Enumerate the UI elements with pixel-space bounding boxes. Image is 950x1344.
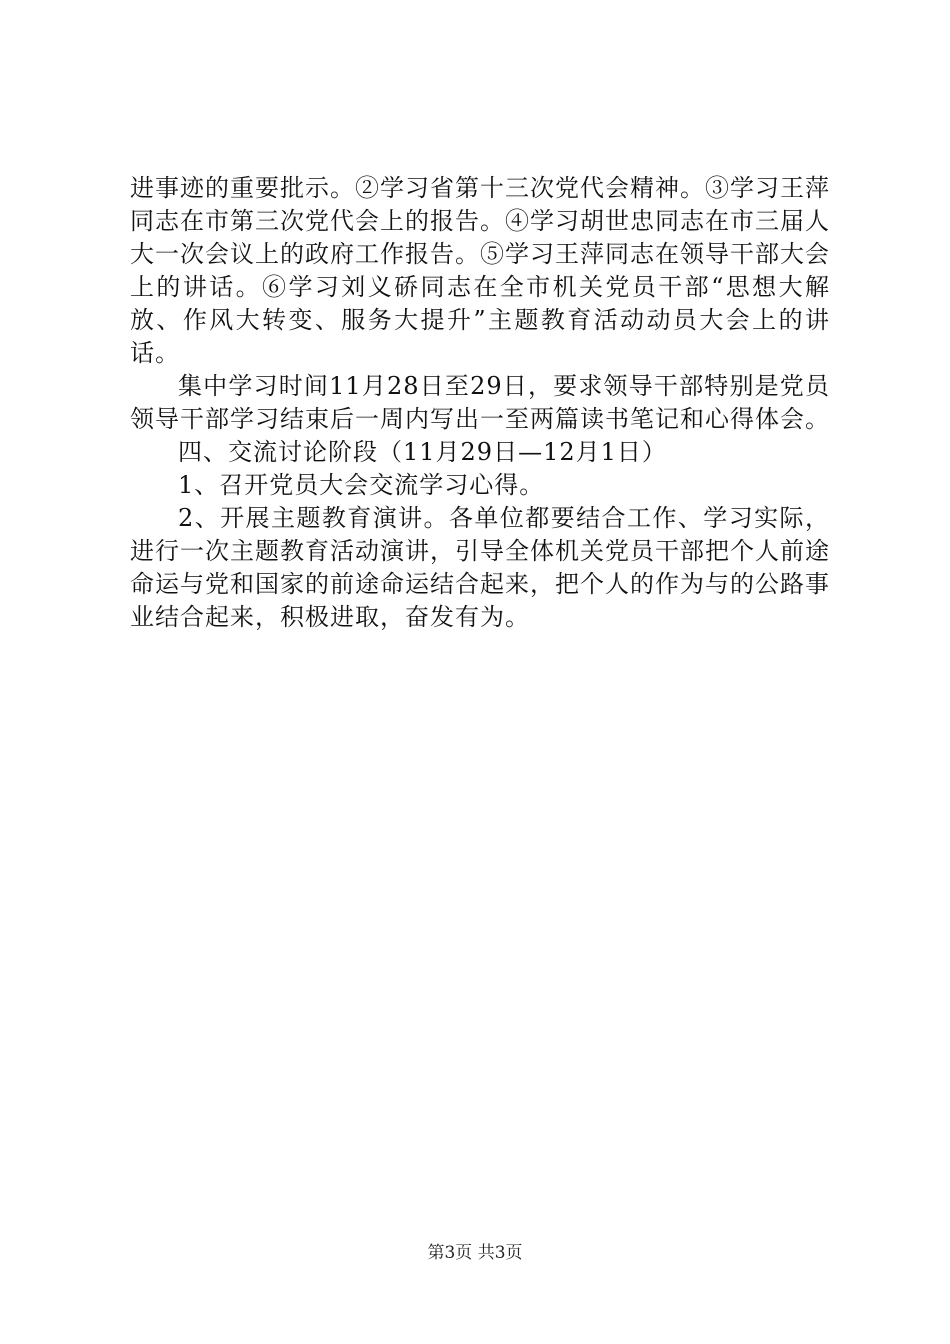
document-body [130, 172, 830, 634]
list-item-party-meeting: 1、召开党员大会交流学习心得。 [178, 471, 545, 499]
paragraph-study-schedule: 集中学习时间11月28日至29日，要求领导干部特别是党员领导干部学习结束后一周内写出一至两篇读书笔记和心得体会。 [130, 372, 830, 433]
paragraph-study-items: 进事迹的重要批示。②学习省第十三次党代会精神。③学习王萍同志在市第三次党代会上的报告。④学习胡世忠同志在市三届人大一次会议上的政府工作报告。⑤学习王萍同志在领导干部大会上的讲话。⑥学习刘义硚同志在全市机关党员干部“思想大解放、作风大转变、服务大提升”主题教育活动动员大会上的讲话。 [130, 174, 830, 367]
page-number-footer: 第3页 共3页 [427, 1243, 523, 1263]
section-heading-discussion-stage: 四、交流讨论阶段（11月29日—12月1日） [178, 438, 667, 466]
list-item-theme-speech: 2、开展主题教育演讲。各单位都要结合工作、学习实际，进行一次主题教育活动演讲，引导全体机关党员干部把个人前途命运与党和国家的前途命运结合起来，把个人的作为与的公路事业结合起来，积极进取，奋发有为。 [130, 504, 830, 631]
